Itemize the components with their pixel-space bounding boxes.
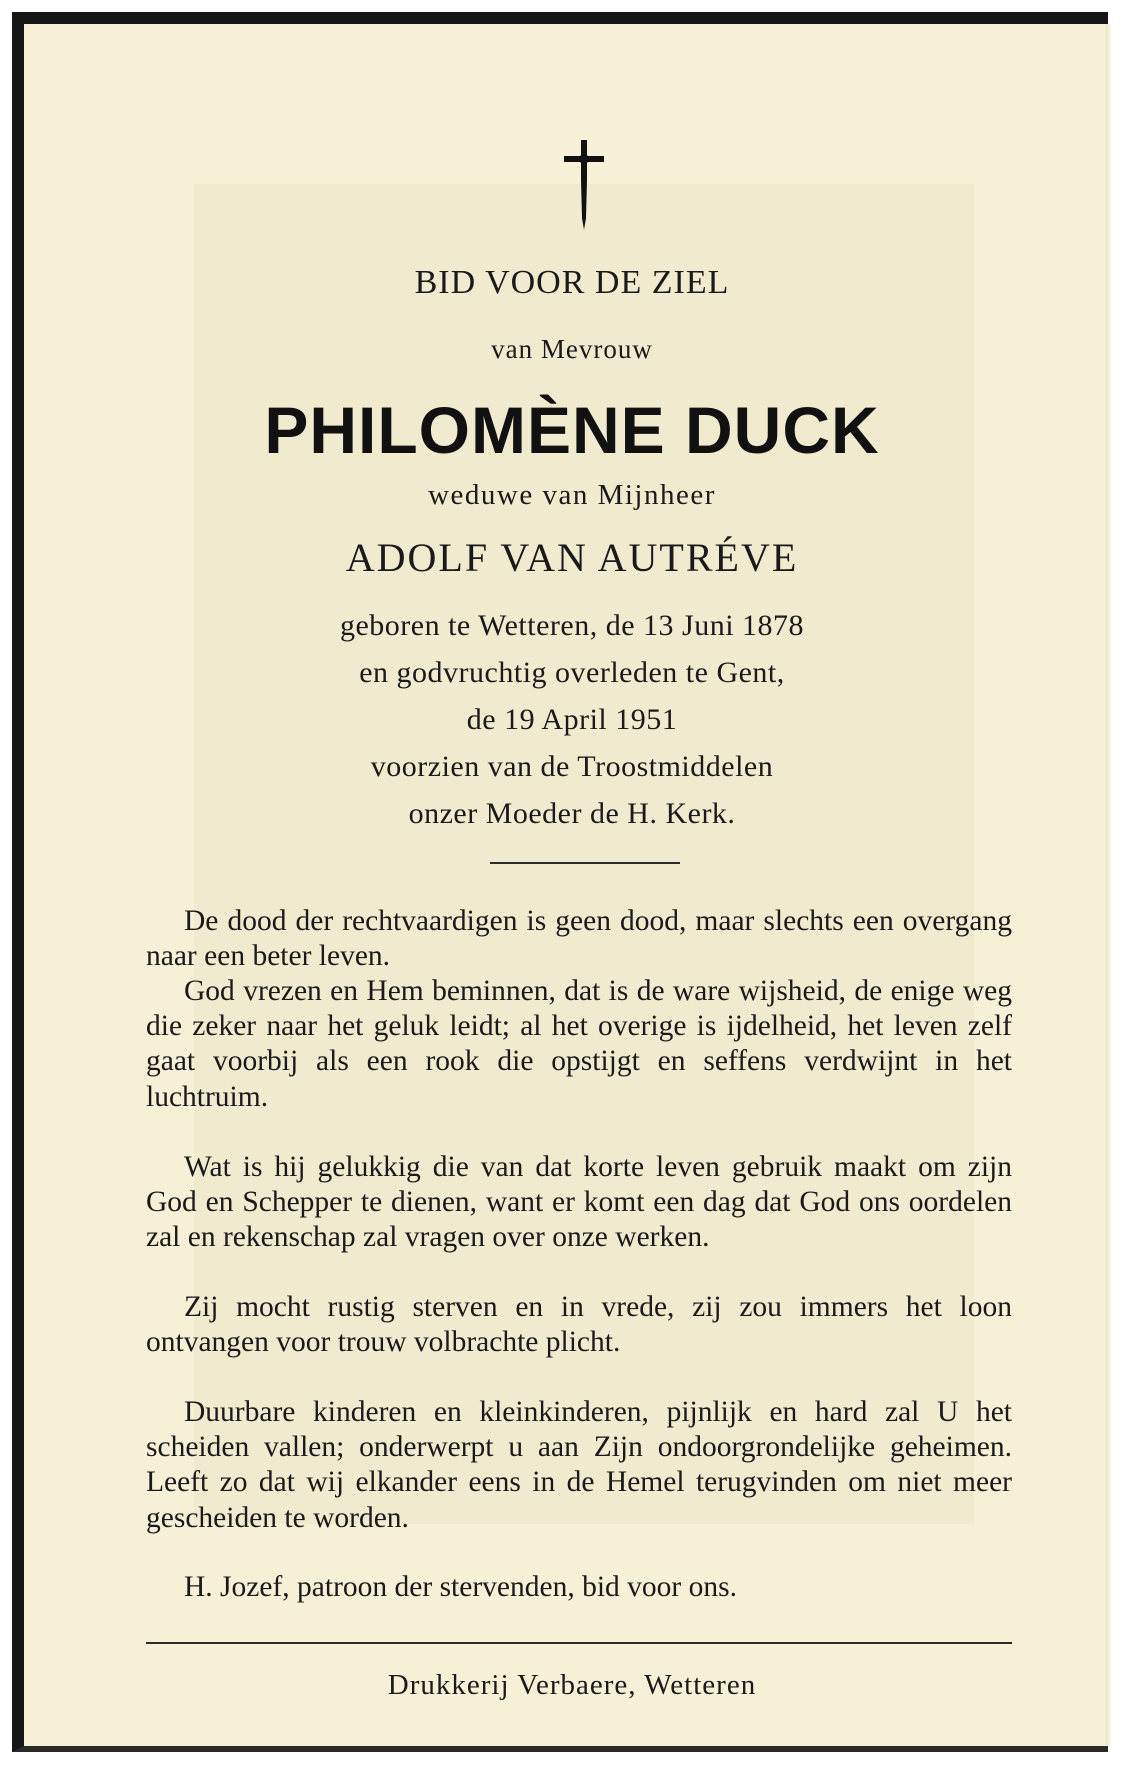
death-date-line: de 19 April 1951 [466,703,678,736]
spouse-name: ADOLF VAN AUTRÉVE [345,535,799,580]
paragraph-2: God vrezen en Hem beminnen, dat is de ware wijsheid, de enige weg die zeker naar het geluk leidt; al het overige is ijdelheid, het leven zelf gaat voorbij als een rook die opstijgt en seffens verdwijnt in het luchtruim. [146,975,1012,1113]
divider-short [490,862,680,864]
death-line: en godvruchtig overleden te Gent, [359,656,785,689]
relation-line: weduwe van Mijnheer [428,479,716,511]
cross-icon [564,140,604,230]
divider-bottom [146,1642,1012,1644]
paragraph-5: Duurbare kinderen en kleinkinderen, pijnlijk en hard zal U het scheiden vallen; onderwerpt u aan Zijn ondoorgrondelijke geheimen. Leeft zo dat wij elkander eens in de Hemel terugvinden om niet meer gescheiden te worden. [146,1396,1012,1534]
paragraph-3: Wat is hij gelukkig die van dat korte leven gebruik maakt om zijn God en Schepper te dienen, want er komt een dag dat God ons oordelen zal en rekenschap zal vragen over onze werken. [146,1151,1012,1254]
paragraph-4: Zij mocht rustig sterven en in vrede, zij zou immers het loon ontvangen voor trouw volbrachte plicht. [146,1291,1012,1359]
paragraph-1: De dood der rechtvaardigen is geen dood, maar slechts een overgang naar een beter leven. [146,905,1012,973]
sacraments-line: voorzien van de Troostmiddelen [370,750,774,783]
deceased-name: PHILOMÈNE DUCK [264,393,880,467]
birth-line: geboren te Wetteren, de 13 Juni 1878 [339,609,805,642]
prayer-header: BID VOOR DE ZIEL [414,264,730,301]
printer-credit: Drukkerij Verbaere, Wetteren [387,1669,757,1701]
paragraph-6: H. Jozef, patroon der stervenden, bid voor ons. [184,1571,737,1603]
church-line: onzer Moeder de H. Kerk. [408,797,736,830]
title-prefix: van Mevrouw [491,334,653,364]
memorial-card [12,12,1108,1752]
